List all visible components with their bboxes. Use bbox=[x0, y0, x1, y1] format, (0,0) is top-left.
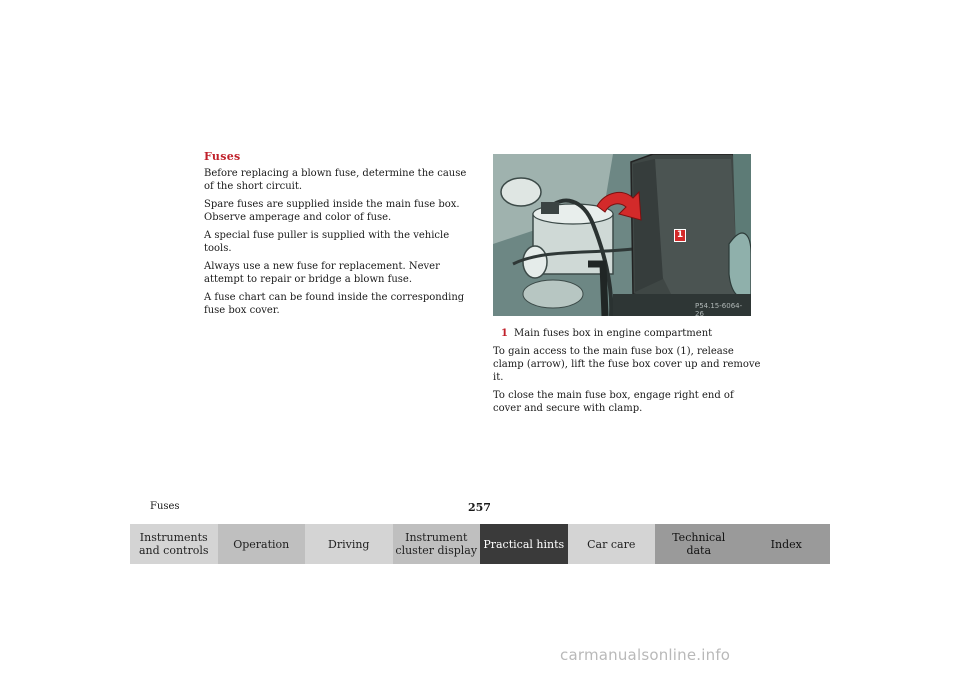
paragraph-cause: Before replacing a blown fuse, determine the cause of the short circuit. bbox=[204, 168, 467, 192]
figure-code: P54.15-6064-26 bbox=[695, 302, 743, 316]
chapter-nav bbox=[130, 524, 830, 564]
paragraph-new-fuse: Always use a new fuse for replacement. Never attempt to repair or bridge a blown fuse. bbox=[204, 261, 440, 285]
section-heading: Fuses bbox=[204, 150, 241, 163]
callout-label bbox=[674, 229, 686, 242]
paragraph-access: To gain access to the main fuse box (1), release clamp (arrow), lift the fuse box cover up and remove it. bbox=[493, 346, 761, 383]
watermark-text: carmanualsonline.info bbox=[560, 646, 731, 664]
tab-technical-data[interactable]: Technical data bbox=[655, 524, 743, 564]
paragraph-fuse-chart: A fuse chart can be found inside the corresponding fuse box cover. bbox=[204, 292, 465, 316]
tab-car-care[interactable]: Car care bbox=[568, 524, 656, 564]
tab-index[interactable]: Index bbox=[743, 524, 831, 564]
tab-operation[interactable]: Operation bbox=[218, 524, 306, 564]
fuse-box-instructions bbox=[493, 327, 763, 420]
tab-practical-hints[interactable]: Practical hints bbox=[480, 524, 568, 564]
fuse-box-illustration bbox=[493, 154, 751, 316]
tab-instruments-and-controls[interactable]: Instruments and controls bbox=[130, 524, 218, 564]
caption-number: 1 bbox=[501, 328, 508, 339]
figure-caption bbox=[493, 327, 763, 340]
footer-section-title: Fuses bbox=[150, 501, 180, 512]
fuses-section bbox=[204, 150, 474, 322]
caption-text: Main fuses box in engine compartment bbox=[513, 328, 713, 339]
tab-driving[interactable]: Driving bbox=[305, 524, 393, 564]
callout-number: 1 bbox=[676, 230, 684, 240]
page-number: 257 bbox=[468, 501, 491, 514]
paragraph-close: To close the main fuse box, engage right end of cover and secure with clamp. bbox=[493, 390, 734, 414]
paragraph-fuse-puller: A special fuse puller is supplied with the vehicle tools. bbox=[204, 230, 450, 254]
tab-instrument-cluster-display[interactable]: Instrument cluster display bbox=[393, 524, 481, 564]
paragraph-spare-fuses: Spare fuses are supplied inside the main fuse box. Observe amperage and color of fuse. bbox=[204, 199, 460, 223]
engine-compartment-photo bbox=[493, 154, 751, 316]
